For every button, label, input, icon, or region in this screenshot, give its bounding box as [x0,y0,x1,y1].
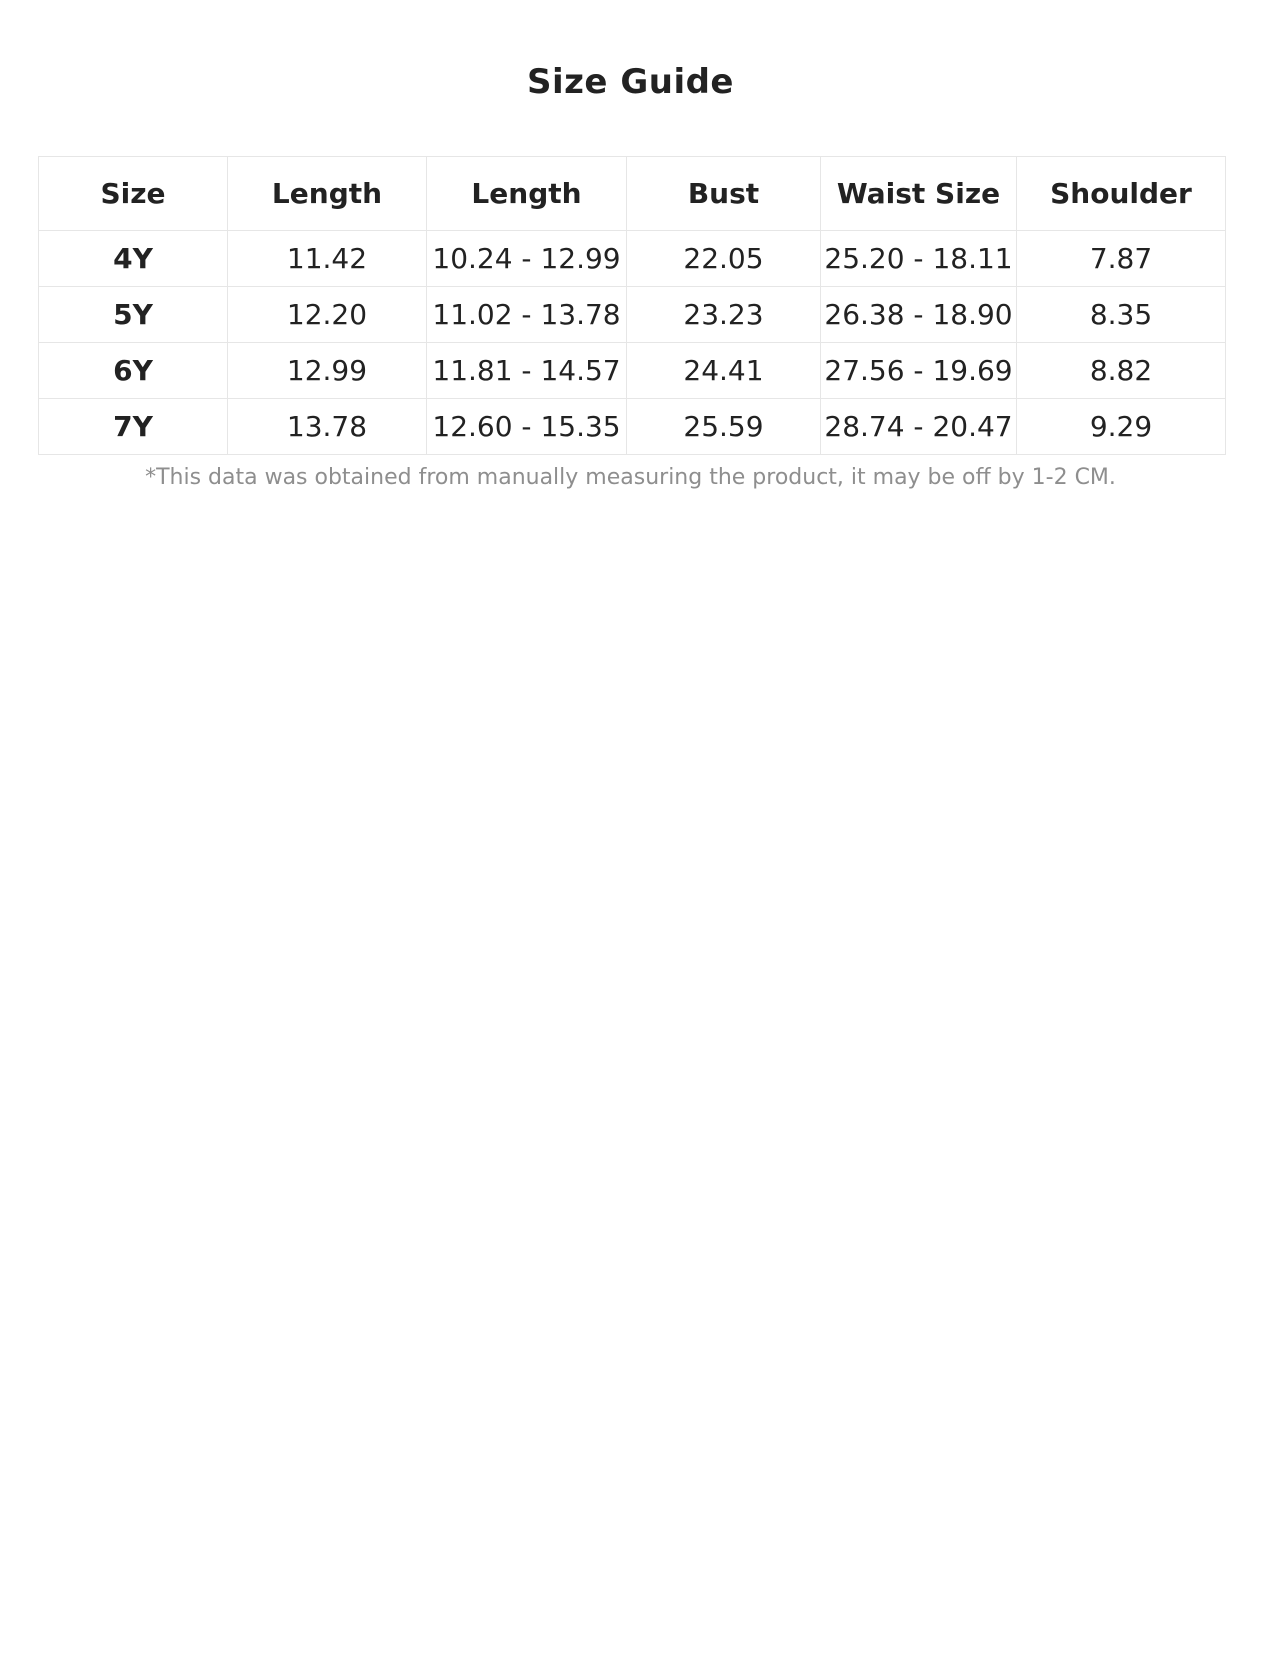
cell-waist-size: 26.38 - 18.90 [821,287,1017,343]
cell-waist-size: 25.20 - 18.11 [821,231,1017,287]
cell-length-range: 12.60 - 15.35 [427,399,627,455]
header-length-range: Length [427,157,627,231]
table-row [39,343,1226,399]
table-row [39,399,1226,455]
cell-waist-size: 27.56 - 19.69 [821,343,1017,399]
header-waist-size: Waist Size [821,157,1017,231]
cell-bust: 23.23 [627,287,821,343]
header-bust: Bust [627,157,821,231]
page-title: Size Guide [527,62,734,102]
header-size: Size [39,157,228,231]
cell-size: 6Y [39,343,228,399]
table-header-row [39,157,1226,231]
cell-length: 12.20 [228,287,427,343]
cell-waist-size: 28.74 - 20.47 [821,399,1017,455]
table-row [39,231,1226,287]
header-shoulder: Shoulder [1017,157,1226,231]
cell-length-range: 10.24 - 12.99 [427,231,627,287]
cell-shoulder: 8.35 [1017,287,1226,343]
cell-length: 13.78 [228,399,427,455]
table-row [39,287,1226,343]
cell-size: 4Y [39,231,228,287]
cell-size: 5Y [39,287,228,343]
cell-bust: 22.05 [627,231,821,287]
cell-length: 11.42 [228,231,427,287]
cell-bust: 25.59 [627,399,821,455]
cell-shoulder: 9.29 [1017,399,1226,455]
size-table [38,156,1226,455]
cell-shoulder: 8.82 [1017,343,1226,399]
cell-length: 12.99 [228,343,427,399]
header-length: Length [228,157,427,231]
cell-shoulder: 7.87 [1017,231,1226,287]
cell-size: 7Y [39,399,228,455]
cell-bust: 24.41 [627,343,821,399]
cell-length-range: 11.02 - 13.78 [427,287,627,343]
measurement-note: *This data was obtained from manually measuring the product, it may be off by 1-2 CM. [145,465,1116,490]
cell-length-range: 11.81 - 14.57 [427,343,627,399]
